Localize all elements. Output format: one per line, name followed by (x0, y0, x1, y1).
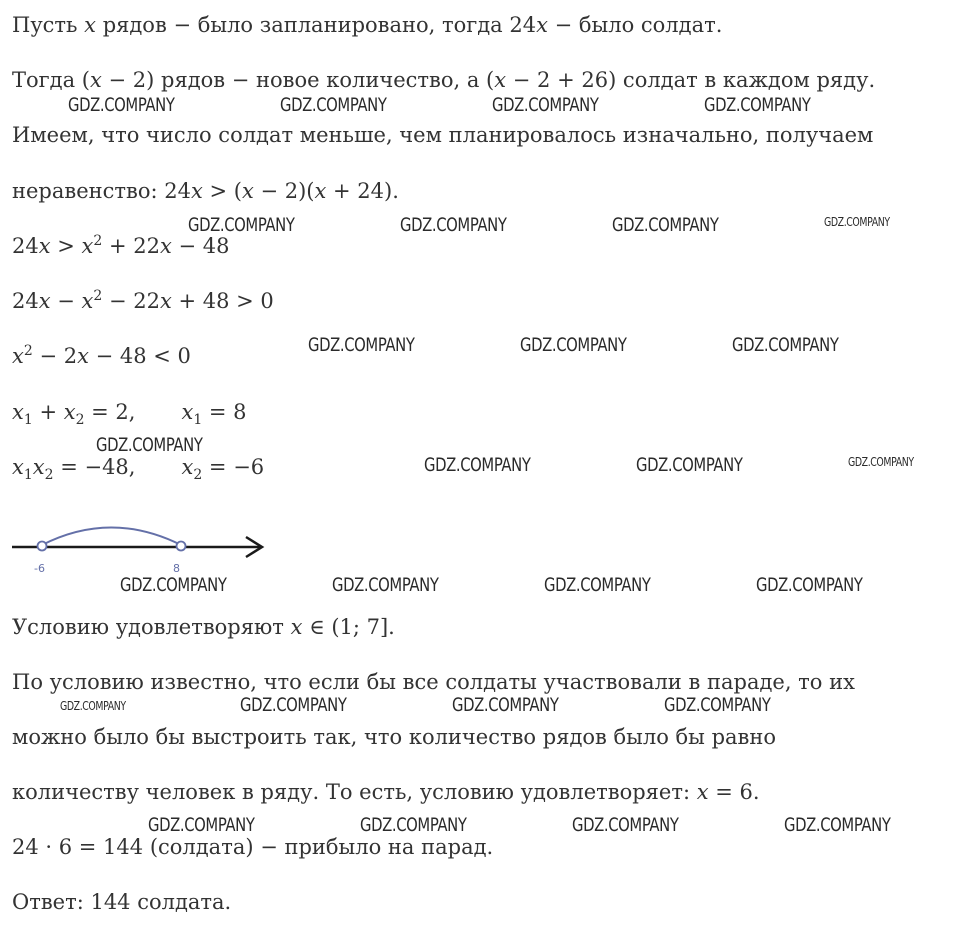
watermark: GDZ.COMPANY (732, 334, 839, 356)
watermark: GDZ.COMPANY (400, 214, 507, 236)
watermark: GDZ.COMPANY (636, 454, 743, 476)
text-line-11: По условию известно, что если бы все солдаты участвовали в параде, то их (12, 670, 855, 694)
answer-line: Ответ: 144 солдата. (12, 890, 232, 914)
point-left (38, 542, 47, 551)
watermark: GDZ.COMPANY (612, 214, 719, 236)
equation-line-7: $x^2 - 2x - 48 < 0$ (12, 343, 191, 368)
text-line-14: 24 · 6 = 144 (солдата) − прибыло на парад. (12, 835, 494, 859)
watermark: GDZ.COMPANY (756, 574, 863, 596)
watermark: GDZ.COMPANY (424, 454, 531, 476)
watermark: GDZ.COMPANY (492, 94, 599, 116)
watermark: GDZ.COMPANY (848, 455, 914, 469)
equation-line-8: $x_1 + x_2 = 2$, $x_1 = 8$ (12, 400, 247, 429)
tick-label-right: 8 (173, 562, 180, 575)
watermark: GDZ.COMPANY (68, 94, 175, 116)
watermark: GDZ.COMPANY (360, 814, 467, 836)
text-line-2: Тогда (x − 2) рядов − новое количество, а (x − 2 + 26) солдат в каждом ряду. (12, 68, 876, 92)
watermark: GDZ.COMPANY (784, 814, 891, 836)
watermark: GDZ.COMPANY (332, 574, 439, 596)
watermark: GDZ.COMPANY (148, 814, 255, 836)
text-line-10: Условию удовлетворяют x ∈ (1; 7]. (12, 615, 395, 639)
watermark: GDZ.COMPANY (60, 699, 126, 713)
watermark: GDZ.COMPANY (188, 214, 295, 236)
number-line-diagram (0, 510, 290, 580)
text-line-12: можно было бы выстроить так, что количество рядов было бы равно (12, 725, 776, 749)
watermark: GDZ.COMPANY (308, 334, 415, 356)
interval-arc (42, 528, 181, 546)
text-line-3: Имеем, что число солдат меньше, чем планировалось изначально, получаем (12, 123, 874, 147)
watermark: GDZ.COMPANY (120, 574, 227, 596)
watermark: GDZ.COMPANY (824, 215, 890, 229)
equation-line-9: $x_1x_2 = -48$, $x_2 = -6$ (12, 455, 265, 484)
point-right (177, 542, 186, 551)
watermark: GDZ.COMPANY (452, 694, 559, 716)
text-line-1: Пусть x рядов − было запланировано, тогда 24x − было солдат. (12, 13, 723, 37)
equation-line-6: $24x - x^2 - 22x + 48 > 0$ (12, 288, 274, 313)
watermark: GDZ.COMPANY (240, 694, 347, 716)
text-line-4: неравенство: 24x > (x − 2)(x + 24). (12, 179, 399, 203)
watermark: GDZ.COMPANY (544, 574, 651, 596)
watermark: GDZ.COMPANY (280, 94, 387, 116)
watermark: GDZ.COMPANY (572, 814, 679, 836)
text-line-13: количеству человек в ряду. То есть, условию удовлетворяет: x = 6. (12, 780, 760, 804)
equation-line-5: $24x > x^2 + 22x - 48$ (12, 233, 230, 258)
watermark: GDZ.COMPANY (520, 334, 627, 356)
tick-label-left: -6 (34, 562, 45, 575)
watermark: GDZ.COMPANY (704, 94, 811, 116)
watermark: GDZ.COMPANY (664, 694, 771, 716)
watermark: GDZ.COMPANY (96, 434, 203, 456)
